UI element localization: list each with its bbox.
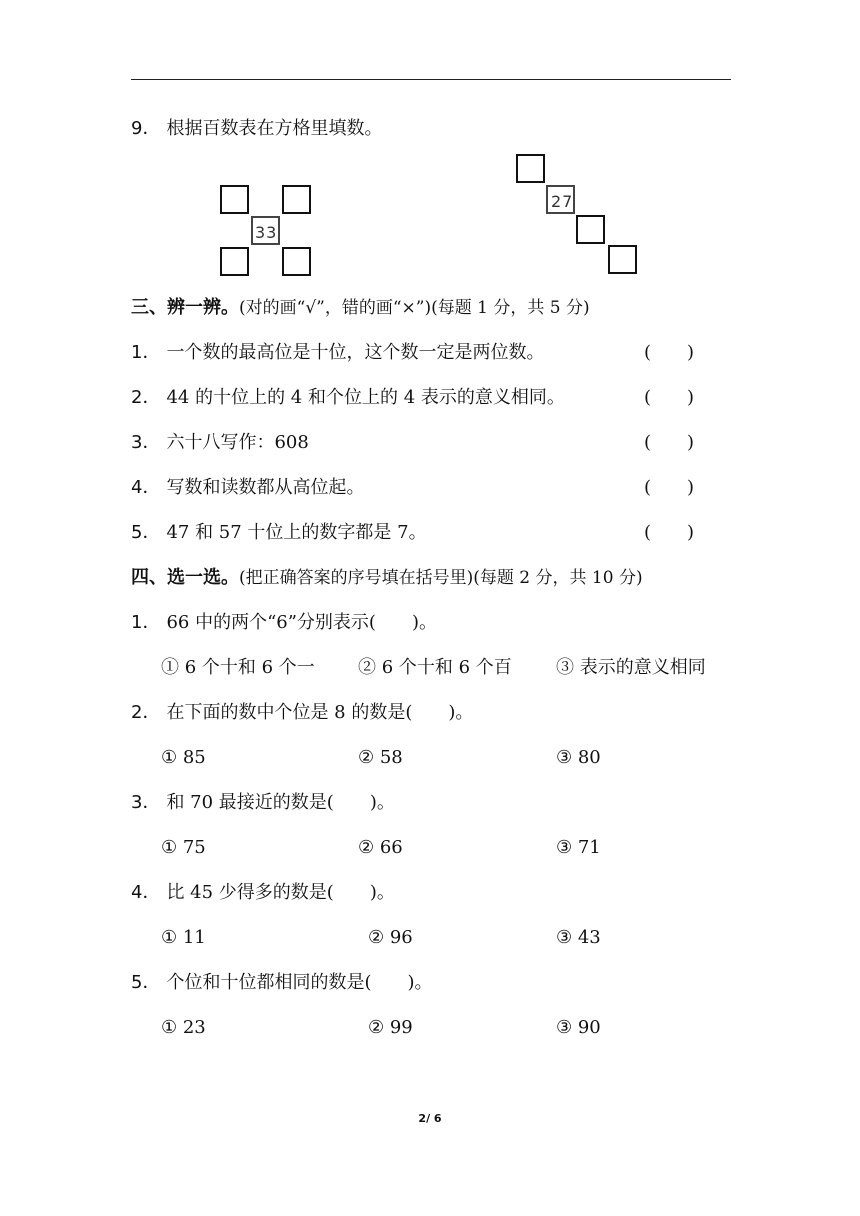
option-3[interactable]: ③ 90 (556, 1017, 601, 1038)
answer-paren[interactable]: ( ) (644, 342, 695, 363)
judge-item (131, 477, 364, 499)
option-2[interactable]: ② 99 (368, 1017, 413, 1038)
option-3[interactable]: ③ 43 (556, 927, 601, 948)
item-label: 1． (131, 342, 161, 363)
item-text: 个位和十位都相同的数是( )。 (166, 972, 433, 993)
item-label: 4． (131, 477, 161, 498)
item-text: 在下面的数中个位是 8 的数是( )。 (166, 702, 474, 723)
page-number: 2/ 6 (418, 1112, 442, 1125)
choice-question (131, 702, 473, 724)
grid-cell[interactable] (608, 245, 637, 274)
q9-label: 9． (131, 118, 161, 139)
grid-cell[interactable] (576, 215, 605, 244)
item-label: 2． (131, 387, 161, 408)
item-label: 3． (131, 432, 161, 453)
section3-note: (对的画“√”，错的画“×”)(每题 1 分，共 5 分) (239, 298, 590, 318)
grid-cell[interactable] (220, 247, 249, 276)
item-label: 5． (131, 522, 161, 543)
option-3[interactable]: ③ 表示的意义相同 (556, 657, 706, 678)
section3-heading (131, 297, 590, 319)
grid-cell[interactable] (282, 247, 311, 276)
item-text: 写数和读数都从高位起。 (166, 477, 365, 498)
grid-cell[interactable] (220, 185, 249, 214)
option-2[interactable]: ② 96 (368, 927, 413, 948)
choice-question (131, 792, 395, 814)
item-text: 66 中的两个“6”分别表示( )。 (166, 612, 437, 633)
choice-question (131, 882, 395, 904)
option-2[interactable]: ② 66 (358, 837, 403, 858)
judge-item (131, 432, 309, 454)
item-text: 和 70 最接近的数是( )。 (166, 792, 395, 813)
choice-question (131, 612, 437, 634)
item-label: 4． (131, 882, 161, 903)
judge-item (131, 522, 427, 544)
item-label: 1． (131, 612, 161, 633)
item-label: 2． (131, 702, 161, 723)
grid-cell[interactable] (516, 154, 545, 183)
item-label: 5． (131, 972, 161, 993)
item-text: 一个数的最高位是十位，这个数一定是两位数。 (166, 342, 545, 363)
answer-paren[interactable]: ( ) (644, 477, 695, 498)
answer-paren[interactable]: ( ) (644, 522, 695, 543)
option-3[interactable]: ③ 71 (556, 837, 601, 858)
section4-heading (131, 567, 643, 589)
answer-paren[interactable]: ( ) (644, 387, 695, 408)
section4-note: (把正确答案的序号填在括号里)(每题 2 分，共 10 分) (239, 568, 643, 588)
header-rule (131, 79, 731, 80)
grid1-number: 33 (255, 223, 278, 242)
item-text: 比 45 少得多的数是( )。 (166, 882, 395, 903)
option-1[interactable]: ① 23 (161, 1017, 206, 1038)
judge-item (131, 387, 565, 409)
q9-text: 根据百数表在方格里填数。 (166, 118, 383, 139)
choice-question (131, 972, 433, 994)
judge-item (131, 342, 544, 364)
item-text: 六十八写作：608 (166, 432, 309, 453)
section3-title: 三、辨一辨。 (131, 297, 239, 318)
option-2[interactable]: ② 6 个十和 6 个百 (358, 657, 512, 678)
item-text: 44 的十位上的 4 和个位上的 4 表示的意义相同。 (166, 387, 565, 408)
option-2[interactable]: ② 58 (358, 747, 403, 768)
option-1[interactable]: ① 75 (161, 837, 206, 858)
option-1[interactable]: ① 6 个十和 6 个一 (161, 657, 315, 678)
option-1[interactable]: ① 11 (161, 927, 206, 948)
answer-paren[interactable]: ( ) (644, 432, 695, 453)
item-label: 3． (131, 792, 161, 813)
option-1[interactable]: ① 85 (161, 747, 206, 768)
grid2-number: 27 (551, 192, 574, 211)
option-3[interactable]: ③ 80 (556, 747, 601, 768)
grid-cell[interactable] (282, 185, 311, 214)
q9-prompt (131, 118, 382, 140)
section4-title: 四、选一选。 (131, 567, 239, 588)
item-text: 47 和 57 十位上的数字都是 7。 (166, 522, 427, 543)
